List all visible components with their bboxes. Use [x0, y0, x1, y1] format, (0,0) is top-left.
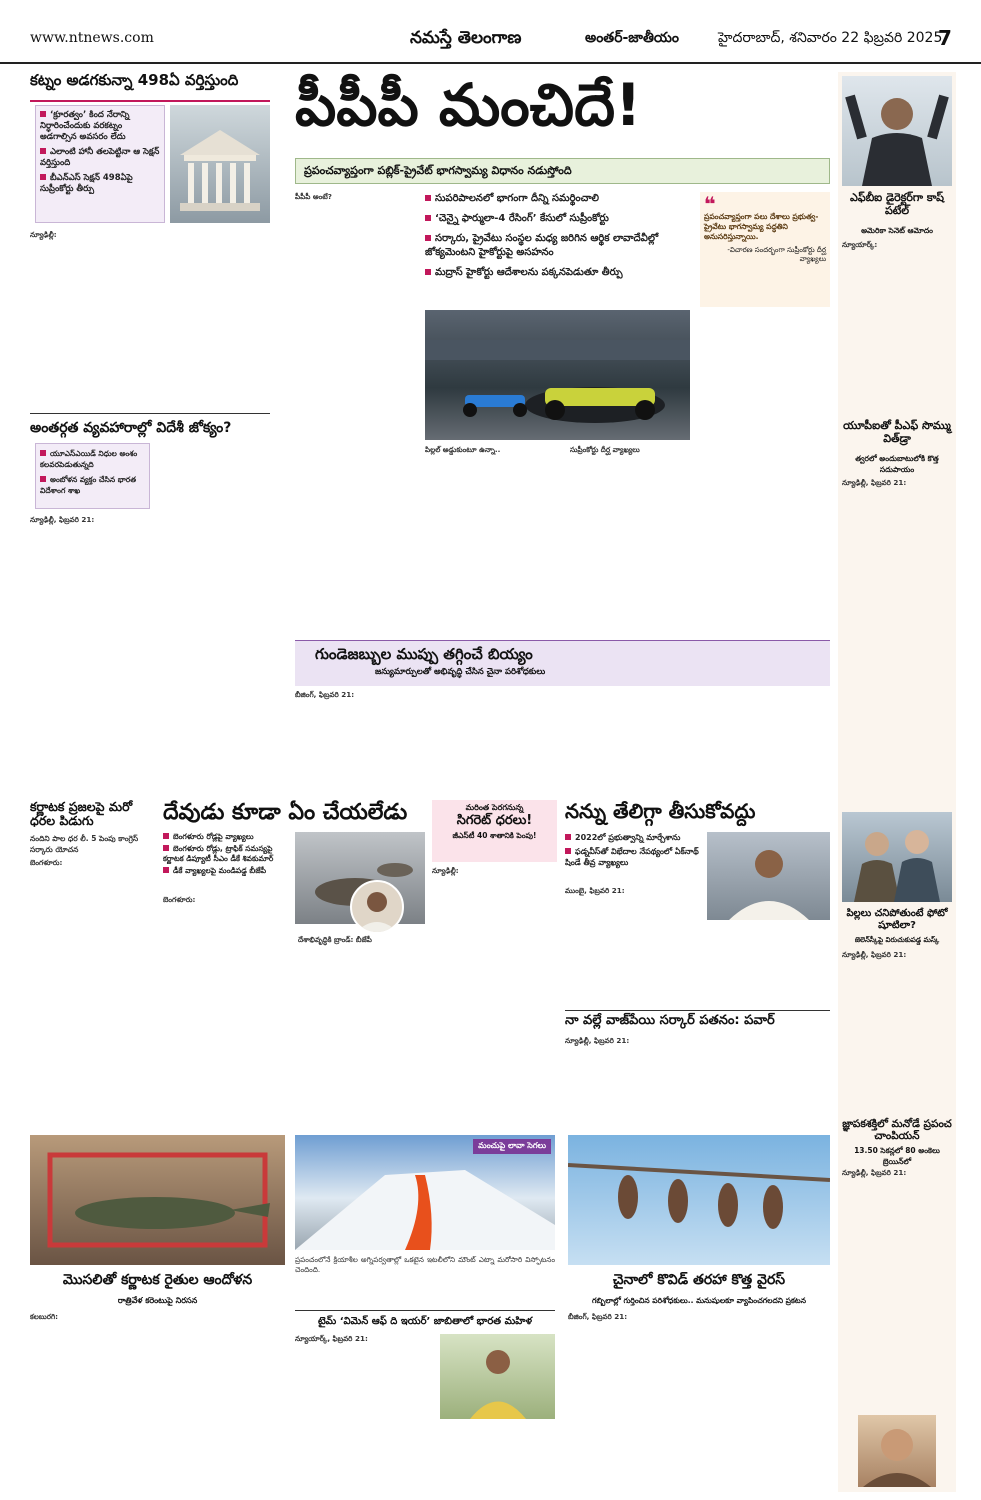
divider [30, 413, 270, 414]
lead-body-col1: పీపీపీ అంటే? [295, 192, 332, 201]
story-internal-body: న్యూఢిల్లీ, ఫిబ్రవరి 21: [30, 515, 95, 524]
karnataka-deck: నందిని పాల ధర లీ. 5 పెంపు కాంగ్రెస్‌ సర్కారు యోచన [30, 834, 139, 854]
lead-deck: ప్రపంచవ్యాప్తంగా పబ్లిక్‌-ప్రైవేట్‌ భాగస్వామ్య విధానం నడుస్తోంది [295, 158, 830, 184]
bullet-item: మద్రాస్‌ హైకోర్టు ఆదేశాలను పక్కనపెడుతూ తీర్పు [425, 266, 690, 280]
time-body-col1: న్యూయార్క్‌, ఫిబ్రవరి 21: [295, 1334, 368, 1343]
page-number: 7 [938, 26, 952, 50]
bullet-marker-icon [40, 111, 46, 117]
bullet-item: 2022లో ప్రభుత్వాన్ని మార్చేశాను [565, 832, 705, 843]
lead-body-col3: పిల్లల్‌ అడ్డుకుంటూ ఉన్నా.. [425, 445, 501, 454]
bullet-item: బెంగళూరు రోడ్లపై వ్యాఖ్యలు [163, 832, 293, 842]
kashpatel-body: న్యూయార్క్‌: [842, 240, 878, 249]
bullet-marker-icon [425, 269, 431, 275]
bullet-marker-icon [565, 848, 571, 854]
rice-headline: గుండెజబ్బుల ముప్పు తగ్గించే బియ్యం [315, 645, 533, 663]
bullet-item: ‘చెన్నై ఫార్ములా-4 రేసింగ్‌’ కేసులో సుప్రీంకోర్టు [425, 212, 690, 226]
bullet-marker-icon [163, 833, 169, 839]
cigarette-kicker: మరింత పెరగనున్న [465, 803, 524, 812]
zelensky-photo [842, 812, 952, 902]
crocodile-body: కలబురగి: [30, 1312, 59, 1321]
virus-headline: చైనాలో కొవిడ్‌ తరహా కొత్త వైరస్‌ [612, 1272, 786, 1288]
people-icon [842, 812, 952, 902]
divider [295, 1310, 555, 1311]
devudu-body-col1: బెంగళూరు: [163, 895, 196, 904]
page-header [0, 0, 981, 64]
quote-mark-icon: ❝ [704, 192, 716, 216]
shinde-bullets [565, 832, 705, 882]
kash-patel-photo [842, 76, 952, 186]
formula4-race-photo [425, 310, 690, 440]
time-body-col2 [440, 1424, 555, 1492]
crocodile-headline: మొసలితో కర్ణాటక రైతుల ఆందోళన [62, 1272, 253, 1288]
bullet-item: అంబోళన వ్యక్తం చేసిన భారత విదేశాంగ శాఖ [40, 475, 137, 495]
devudu-headline: దేవుడు కూడా ఏం చేయలేడు [163, 800, 408, 825]
bullet-item: డీకే వ్యాఖ్యలపై మండిపడ్డ బీజేపీ [163, 866, 293, 876]
karnataka-headline: కర్ణాటక ప్రజలపై మరో ధరల పిడుగు [30, 799, 133, 829]
bullet-item: సర్కారు, ప్రైవేటు సంస్థల మధ్య జరిగిన ఆర్థిక లావాదేవీల్లో జోక్యమెంటని హైకోర్టుపై అసహనం [425, 233, 659, 258]
bullet-marker-icon [40, 174, 46, 180]
rice-deck: జన్యుమార్పులతో అభివృద్ధి చేసిన చైనా పరిశోధకులు [375, 667, 546, 677]
shinde-headline: నన్ను తేలిగ్గా తీసుకోవద్దు [565, 799, 756, 823]
cigarette-header [432, 800, 557, 862]
lead-body-col4: సుప్రీంకోర్టు దీర్ఘ వ్యాఖ్యలు [570, 445, 640, 454]
bullet-item: బీఎన్‌ఎస్‌ సెక్షన్‌ 498ఏపై సుప్రీంకోర్టు తీర్పు [40, 173, 133, 194]
bullet-item: సుపరిపాలనలో భాగంగా దీన్ని సమర్థించాలి [425, 192, 690, 206]
race-car-icon [425, 310, 690, 440]
upif-deck: త్వరలో అందుబాటులోకి కొత్త సదుపాయం [855, 454, 939, 474]
memory-body: న్యూఢిల్లీ, ఫిబ్రవరి 21: [842, 1168, 907, 1177]
bullet-marker-icon [425, 195, 431, 201]
lead-body-col5 [700, 315, 830, 625]
time-woman-photo [440, 1334, 555, 1419]
kashpatel-deck: అమెరికా సెనెట్‌ ఆమోదం [861, 226, 933, 235]
time-headline: టైమ్‌ ‘విమెన్‌ ఆఫ్‌ ది ఇయర్‌’ జాబితాలో భారత మహిళ [317, 1316, 533, 1327]
crocodile-protest-photo [30, 1135, 285, 1265]
etna-lava-photo [295, 1135, 555, 1250]
upif-body: న్యూఢిల్లీ, ఫిబ్రవరి 21: [842, 478, 907, 487]
lead-headline: పీపీపీ మంచిదే! [295, 71, 642, 139]
crocodile-icon [30, 1135, 285, 1265]
devudu-bullets [163, 832, 293, 892]
bullet-marker-icon [425, 235, 431, 241]
zelensky-body: న్యూఢిల్లీ, ఫిబ్రవరి 21: [842, 950, 907, 959]
lava-label: మంచుపై లావా సెగలు [473, 1139, 551, 1154]
story-498a-header [30, 72, 270, 102]
lava-caption: ప్రపంచంలోనే క్రియాశీల అగ్నిపర్వతాల్లో ఒకటైన ఇటలీలోని మౌంట్‌ ఎట్నా మరోసారి విస్ఫోటనం చెందింది. [295, 1255, 555, 1275]
zelensky-headline: పిల్లలు చనిపోతుంటే ఫోటో షూటిలా? [846, 908, 948, 931]
bullet-marker-icon [565, 834, 571, 840]
dk-shivakumar-photo [350, 880, 404, 934]
story-internal-headline: అంతర్గత వ్యవహారాల్లో విదేశీ జోక్యం? [30, 420, 232, 436]
rice-body-col2 [540, 640, 830, 790]
site-url[interactable]: www.ntnews.com [30, 30, 154, 46]
karnataka-body: బెంగళూరు: [30, 858, 63, 867]
virus-body: బీజింగ్‌, ఫిబ్రవరి 21: [568, 1312, 628, 1321]
bats-photo [568, 1135, 830, 1265]
cigarette-headline: సిగరెట్‌ ధరలు! [456, 813, 533, 828]
court-building-icon [170, 105, 270, 223]
lead-quote: ప్రపంచవ్యాప్తంగా పలు దేశాలు ప్రభుత్వ-ప్రైవేటు భాగస్వామ్య పద్ధతిని అనుసరిస్తున్నాయి. [704, 212, 819, 241]
cigarette-body: న్యూఢిల్లీ: [432, 866, 459, 875]
zelensky-deck: జెలెన్‌స్కీపై విరుచుకుపడ్డ మస్క్‌ [854, 936, 940, 944]
story-498a-body: న్యూఢిల్లీ: [30, 230, 57, 239]
bullet-item: యూఎస్‌ఎయిడ్‌ నిధుల అంశం కలవరపెడుతున్నది [40, 449, 138, 469]
devudu-body-col2: దేశాభివృద్ధికి బ్రాండ్‌: బీజేపీ [298, 935, 372, 944]
memory-champion-photo [858, 1415, 936, 1487]
cigarette-deck: జీఎస్‌టీ 40 శాతానికి పెంపు! [452, 830, 537, 840]
section-name: అంతర్‌-జాతీయం [585, 30, 679, 46]
lead-quote-attribution: -విచారణ సందర్భంగా సుప్రీంకోర్టు దీర్ఘ వ్యాఖ్యలు [727, 246, 826, 263]
story-498a-bullets [35, 105, 165, 223]
virus-deck: గబ్బిలాల్లో గుర్తించిన పరిశోధకులు.. మనుషులకూ వ్యాపించగలదని ప్రకటన [592, 1296, 806, 1305]
kashpatel-headline: ఎఫ్‌బీఐ డైరెక్టర్‌గా కాష్‌ పటేల్‌ [850, 191, 944, 217]
pawar-headline: నా వల్లే వాజ్‌పేయి సర్కార్‌ పతనం: పవార్‌ [565, 1013, 775, 1028]
rice-body-col1: బీజింగ్‌, ఫిబ్రవరి 21: [295, 690, 355, 699]
bullet-item: ‘క్రూరత్వం’ కింద నేరాన్ని నిర్ధారించేందుకు వరకట్నం అడగాల్సిన అవసరం లేదు [40, 110, 130, 142]
eknath-shinde-photo [707, 832, 830, 920]
shinde-body-col1: ముంబై, ఫిబ్రవరి 21: [565, 886, 625, 895]
memory-deck: 13.50 సెకన్లలో 80 అంకెలు బ్రెయిన్‌లో [854, 1146, 940, 1166]
shinde-body-col2 [707, 924, 830, 1006]
story-498a-headline: కట్నం అడగకున్నా 498ఏ వర్తిస్తుంది [30, 71, 239, 89]
pawar-body: న్యూఢిల్లీ, ఫిబ్రవరి 21: [565, 1036, 630, 1045]
bullet-marker-icon [163, 845, 169, 851]
person-icon [440, 1334, 555, 1419]
person-icon [858, 1415, 936, 1487]
issue-date: హైదరాబాద్‌, శనివారం 22 ఫిబ్రవరి 2025 [718, 30, 943, 46]
crocodile-deck: రాత్రివేళ కరెంటుపై నిరసన [117, 1296, 198, 1305]
lead-quote-box [700, 192, 830, 307]
divider [565, 1010, 830, 1011]
person-icon [842, 76, 952, 186]
person-icon [707, 832, 830, 920]
bullet-marker-icon [163, 867, 169, 873]
masthead: నమస్తే తెలంగాణ [410, 28, 522, 48]
supreme-court-photo [170, 105, 270, 223]
lead-bullets [425, 192, 690, 302]
bullet-item: బెంగళూరు రోడ్లు, ట్రాఫిక్‌ సమస్యపై కర్ణాటక డిప్యూటీ సీఎం డీకే శివకుమార్‌ [163, 844, 274, 863]
bullet-marker-icon [425, 215, 431, 221]
upif-headline: యూపీఐతో పీఎఫ్‌ సొమ్ము విత్‌డ్రా [843, 419, 951, 445]
bullet-item: ఫడ్నవీస్‌తో విభేదాల నేపథ్యంలో ఏక్‌నాథ్‌ షిండే తీవ్ర వ్యాఖ్యలు [565, 847, 699, 867]
bullet-marker-icon [40, 450, 46, 456]
bat-icon [568, 1135, 830, 1265]
memory-headline: జ్ఞాపకశక్తిలో మనోడే ప్రపంచ చాంపియన్‌ [842, 1118, 952, 1143]
bullet-item: ఎలాంటి హానీ తలపెట్టినా ఆ సెక్షన్‌ వర్తిస్తుంది [40, 147, 160, 168]
person-icon [352, 882, 402, 932]
bullet-marker-icon [40, 148, 46, 154]
bullet-marker-icon [40, 476, 46, 482]
story-internal-bullets [35, 443, 150, 509]
